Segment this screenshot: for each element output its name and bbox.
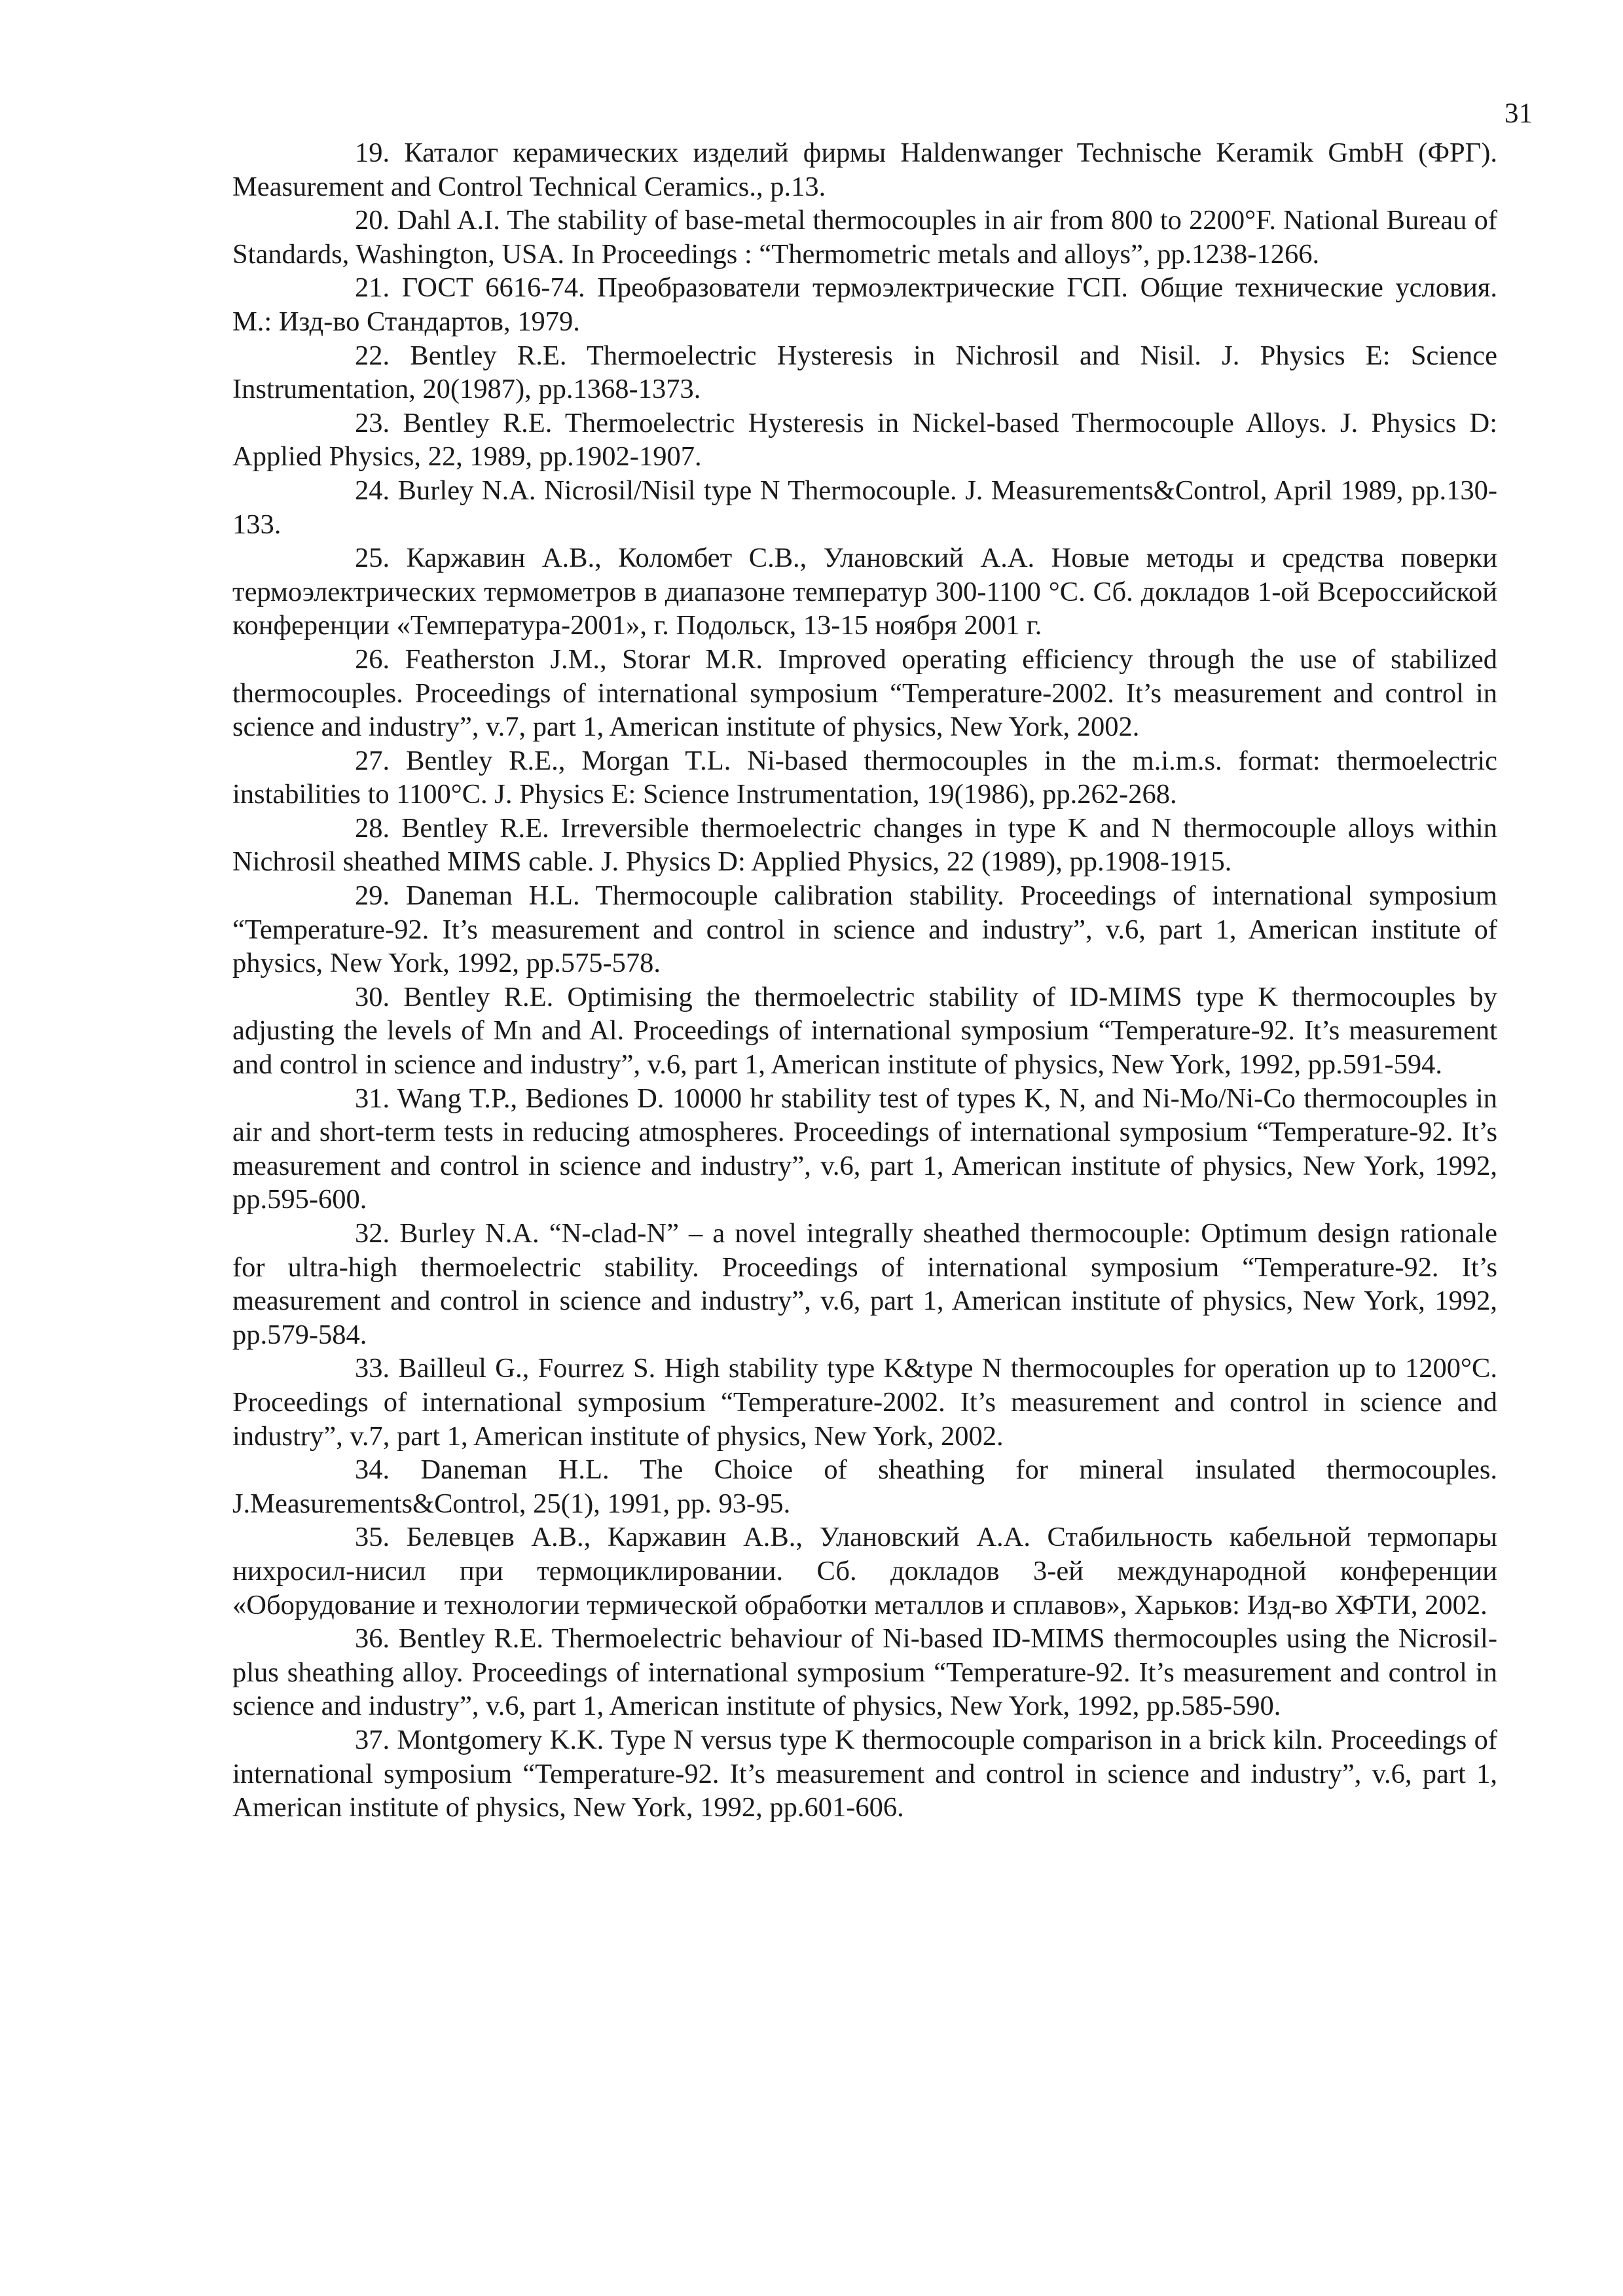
reference-item-35: 35. Белевцев А.В., Каржавин А.В., Улановский А.А. Стабильность кабельной термопары нихросил-нисил при термоциклировании. Сб. докладов 3-ей международной конференции «Оборудование и технологии термической обработки металлов и сплавов», Харьков: Изд-во ХФТИ, 2002. bbox=[232, 1522, 1497, 1621]
reference-item-25: 25. Каржавин А.В., Коломбет С.В., Улановский А.А. Новые методы и средства поверки термоэлектрических термометров в диапазоне температур 300-1100 °С. Сб. докладов 1-ой Всероссийской конференции «Температура-2001», г. Подольск, 13-15 ноября 2001 г. bbox=[232, 543, 1497, 641]
reference-item-37: 37. Montgomery K.K. Type N versus type K thermocouple comparison in a brick kiln. Proceedings of international symposium “Temperature-92. It’s measurement and control in science and industry”, v.6, part 1, American institute of physics, New York, 1992, pp.601-606. bbox=[232, 1724, 1497, 1823]
reference-item-31: 31. Wang T.P., Bediones D. 10000 hr stability test of types K, N, and Ni-Mo/Ni-Co thermocouples in air and short-term tests in reducing atmospheres. Proceedings of international symposium “Temperature-92. It’s measurement and control in science and industry”, v.6, part 1, American institute of physics, New York, 1992, pp.595-600. bbox=[232, 1083, 1497, 1215]
reference-item-27: 27. Bentley R.E., Morgan T.L. Ni-based thermocouples in the m.i.m.s. format: thermoelectric instabilities to 1100°C. J. Physics E: Science Instrumentation, 19(1986), pp.262-268. bbox=[232, 745, 1497, 810]
reference-item-23: 23. Bentley R.E. Thermoelectric Hysteresis in Nickel-based Thermocouple Alloys. J. Physics D: Applied Physics, 22, 1989, pp.1902-1907. bbox=[232, 407, 1497, 473]
reference-list bbox=[232, 136, 1497, 1825]
reference-item-21: 21. ГОСТ 6616-74. Преобразователи термоэлектрические ГСП. Общие технические условия. М.: Изд-во Стандартов, 1979. bbox=[232, 272, 1497, 337]
reference-item-33: 33. Bailleul G., Fourrez S. High stability type K&type N thermocouples for operation up to 1200°C. Proceedings of international symposium “Temperature-2002. It’s measurement and control in science and industry”, v.7, part 1, American institute of physics, New York, 2002. bbox=[232, 1353, 1497, 1452]
reference-item-22: 22. Bentley R.E. Thermoelectric Hysteresis in Nichrosil and Nisil. J. Physics E: Science Instrumentation, 20(1987), pp.1368-1373. bbox=[232, 340, 1497, 405]
reference-item-30: 30. Bentley R.E. Optimising the thermoelectric stability of ID-MIMS type K thermocouples by adjusting the levels of Mn and Al. Proceedings of international symposium “Temperature-92. It’s measurement and control in science and industry”, v.6, part 1, American institute of physics, New York, 1992, pp.591-594. bbox=[232, 981, 1497, 1081]
reference-item-34: 34. Daneman H.L. The Choice of sheathing for mineral insulated thermocouples. J.Measurements&Control, 25(1), 1991, pp. 93-95. bbox=[232, 1454, 1497, 1519]
reference-item-24: 24. Burley N.A. Nicrosil/Nisil type N Thermocouple. J. Measurements&Control, April 1989, pp.130-133. bbox=[232, 475, 1497, 540]
reference-item-32: 32. Burley N.A. “N-clad-N” – a novel integrally sheathed thermocouple: Optimum design rationale for ultra-high thermoelectric stability. Proceedings of international symposium “Temperature-92. It’s measurement and control in science and industry”, v.6, part 1, American institute of physics, New York, 1992, pp.579-584. bbox=[232, 1218, 1497, 1350]
reference-item-28: 28. Bentley R.E. Irreversible thermoelectric changes in type K and N thermocouple alloys within Nichrosil sheathed MIMS cable. J. Physics D: Applied Physics, 22 (1989), pp.1908-1915. bbox=[232, 812, 1497, 878]
page-number: 31 bbox=[1504, 98, 1533, 129]
reference-item-26: 26. Featherston J.M., Storar M.R. Improved operating efficiency through the use of stabilized thermocouples. Proceedings of international symposium “Temperature-2002. It’s measurement and control in science and industry”, v.7, part 1, American institute of physics, New York, 2002. bbox=[232, 643, 1497, 743]
reference-item-19: 19. Каталог керамических изделий фирмы Haldenwanger Technische Keramik GmbH (ФРГ). Measurement and Control Technical Ceramics., p.13. bbox=[232, 137, 1497, 202]
reference-item-36: 36. Bentley R.E. Thermoelectric behaviour of Ni-based ID-MIMS thermocouples using the Nicrosil-plus sheathing alloy. Proceedings of international symposium “Temperature-92. It’s measurement and control in science and industry”, v.6, part 1, American institute of physics, New York, 1992, pp.585-590. bbox=[232, 1623, 1497, 1722]
reference-item-20: 20. Dahl A.I. The stability of base-metal thermocouples in air from 800 to 2200°F. National Bureau of Standards, Washington, USA. In Proceedings : “Thermometric metals and alloys”, pp.1238-1266. bbox=[232, 205, 1497, 270]
reference-item-29: 29. Daneman H.L. Thermocouple calibration stability. Proceedings of international symposium “Temperature-92. It’s measurement and control in science and industry”, v.6, part 1, American institute of physics, New York, 1992, pp.575-578. bbox=[232, 880, 1497, 979]
